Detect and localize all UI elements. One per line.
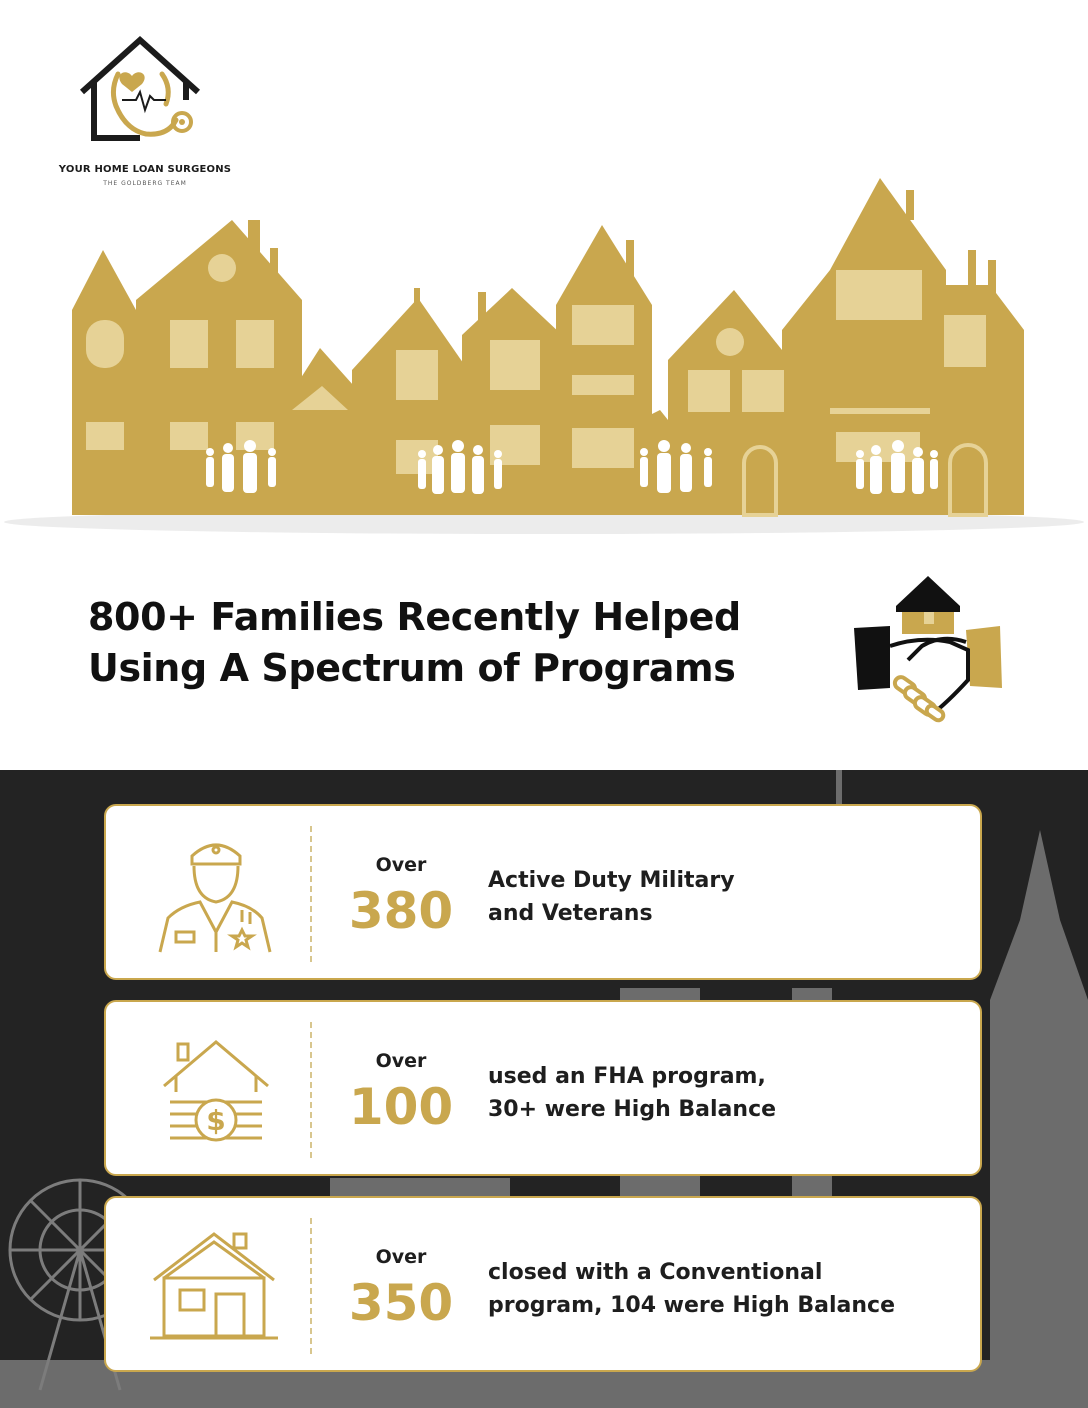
gold-houses-with-families-illustration — [0, 170, 1088, 545]
stat-number: 350 — [348, 1274, 454, 1332]
card-divider — [310, 1218, 312, 1354]
headline-line-2: Using A Spectrum of Programs — [88, 646, 736, 690]
headline — [88, 592, 848, 694]
house-icon — [150, 1228, 280, 1346]
logo-name: YOUR HOME LOAN SURGEONS — [58, 164, 232, 175]
house-stethoscope-heart-icon — [40, 30, 250, 160]
stat-description — [488, 864, 958, 930]
card-divider — [310, 826, 312, 962]
stat-description-line-1: used an FHA program, — [488, 1064, 766, 1089]
stat-description-line-2: program, 104 were High Balance — [488, 1293, 895, 1318]
handshake-house-icon — [850, 570, 1010, 730]
stat-card-conventional — [104, 1196, 982, 1372]
stat-description-line-2: 30+ were High Balance — [488, 1097, 777, 1122]
stat-description — [488, 1256, 958, 1322]
over-label: Over — [375, 1050, 427, 1072]
svg-text:$: $ — [206, 1104, 226, 1137]
stat-card-military — [104, 804, 982, 980]
logo-subtitle: THE GOLDBERG TEAM — [103, 180, 187, 187]
stats-section — [0, 770, 1088, 1408]
stat-card-fha — [104, 1000, 982, 1176]
stat-description-line-1: Active Duty Military — [488, 868, 735, 893]
card-divider — [310, 1022, 312, 1158]
stat-description-line-1: closed with a Conventional — [488, 1260, 823, 1285]
over-label: Over — [375, 1246, 427, 1268]
headline-line-1: 800+ Families Recently Helped — [88, 595, 741, 639]
over-label: Over — [375, 854, 427, 876]
stat-number: 380 — [348, 882, 454, 940]
house-money-icon — [150, 1032, 280, 1150]
stat-description-line-2: and Veterans — [488, 901, 653, 926]
stat-number: 100 — [348, 1078, 454, 1136]
military-officer-icon — [150, 836, 280, 954]
stat-description — [488, 1060, 958, 1126]
